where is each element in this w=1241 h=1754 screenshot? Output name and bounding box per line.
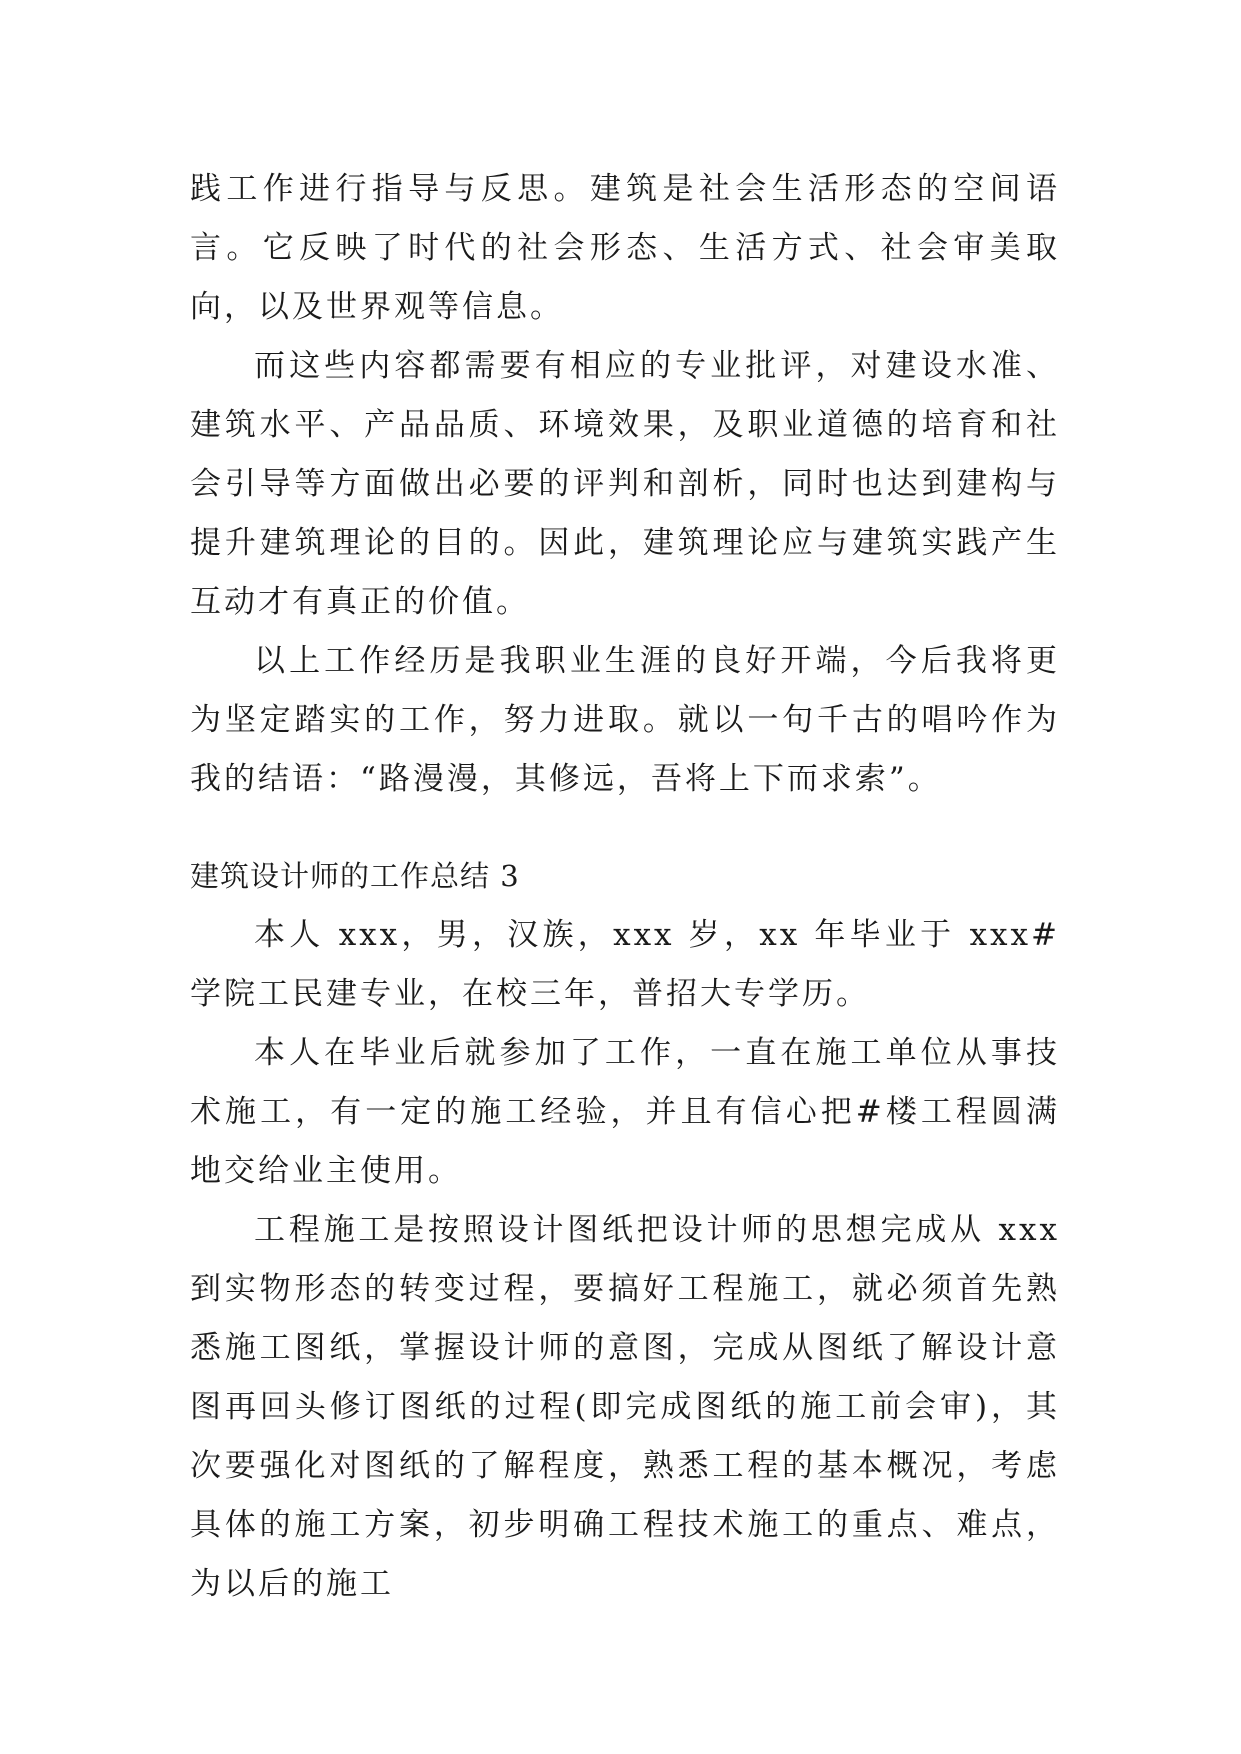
- paragraph-continuation: 践工作进行指导与反思。建筑是社会生活形态的空间语言。它反映了时代的社会形态、生活方式、社会审美取向，以及世界观等信息。: [190, 171, 1060, 325]
- paragraph-criticism: 而这些内容都需要有相应的专业批评，对建设水准、建筑水平、产品品质、环境效果，及职业道德的培育和社会引导等方面做出必要的评判和剖析，同时也达到建构与提升建筑理论的目的。因此，建筑理论应与建筑实践产生互动才有真正的价值。: [190, 348, 1060, 620]
- document-body: [190, 160, 1060, 1614]
- paragraph-conclusion: 以上工作经历是我职业生涯的良好开端，今后我将更为坚定踏实的工作，努力进取。就以一句千古的唱吟作为我的结语：“路漫漫，其修远，吾将上下而求索”。: [190, 643, 1060, 797]
- paragraph-personal-info: 本人 xxx，男，汉族，xxx 岁，xx 年毕业于 xxx#学院工民建专业，在校三年，普招大专学历。: [190, 917, 1060, 1012]
- section-heading: 建筑设计师的工作总结 3: [190, 859, 520, 893]
- paragraph-construction-process: 工程施工是按照设计图纸把设计师的思想完成从 xxx 到实物形态的转变过程，要搞好工程施工，就必须首先熟悉施工图纸，掌握设计师的意图，完成从图纸了解设计意图再回头修订图纸的过程(即完成图纸的施工前会审)，其次要强化对图纸的了解程度，熟悉工程的基本概况，考虑具体的施工方案，初步明确工程技术施工的重点、难点，为以后的施工: [190, 1212, 1060, 1602]
- paragraph-work-experience: 本人在毕业后就参加了工作，一直在施工单位从事技术施工，有一定的施工经验，并且有信心把#楼工程圆满地交给业主使用。: [190, 1035, 1060, 1189]
